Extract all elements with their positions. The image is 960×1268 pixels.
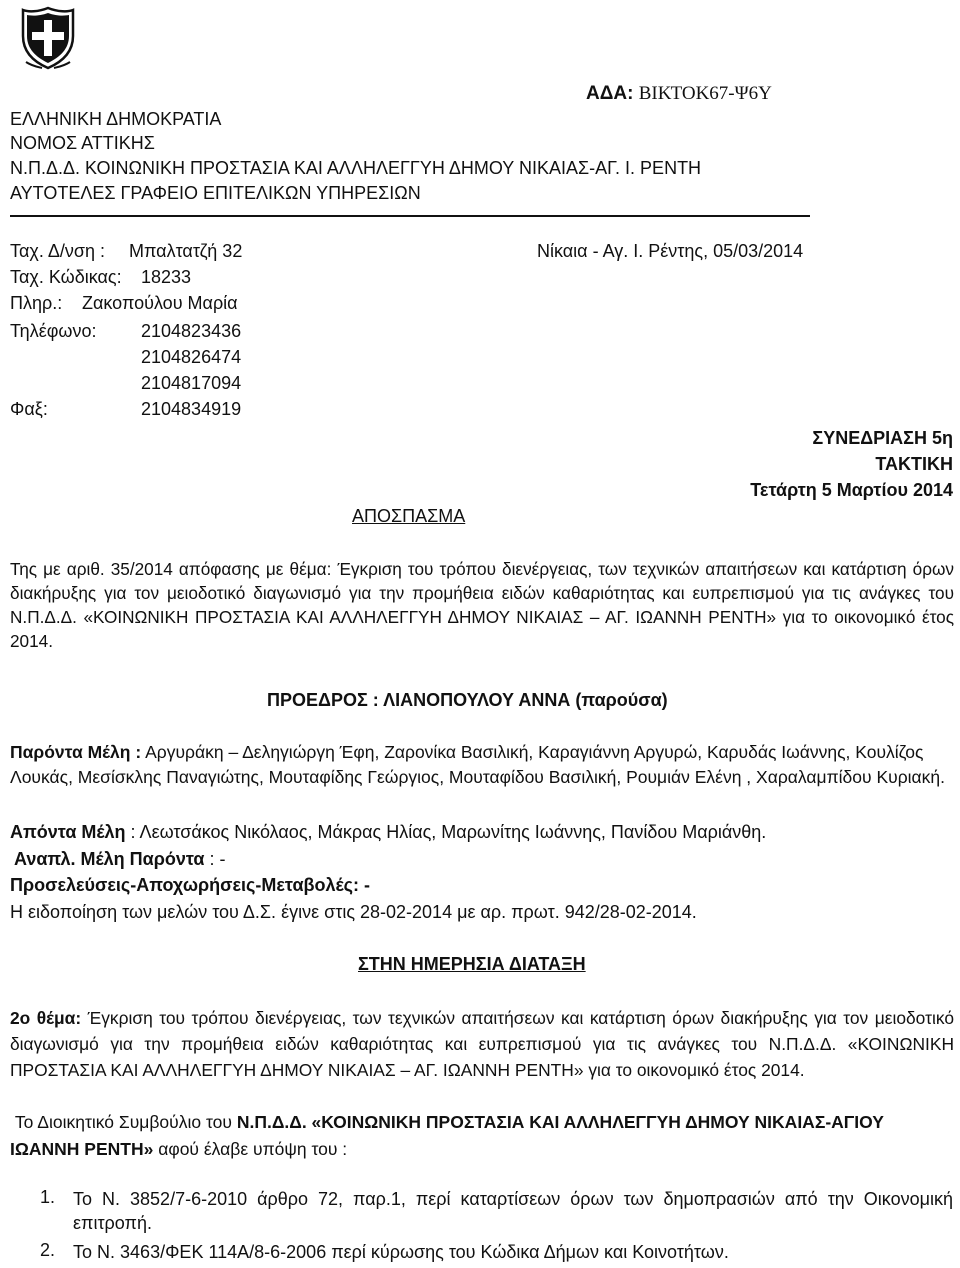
present-members-label: Παρόντα Μέλη :: [10, 742, 142, 762]
topic-paragraph: [10, 1005, 954, 1083]
present-members: [10, 740, 954, 790]
decision-paragraph: [10, 557, 954, 653]
board-paragraph: [10, 1109, 954, 1163]
extract-title: ΑΠΟΣΠΑΣΜΑ: [352, 506, 466, 526]
alternate-members-label: Αναπλ. Μέλη Παρόντα: [14, 849, 205, 869]
list-item: Το Ν. 3852/7-6-2010 άρθρο 72, παρ.1, περί καταρτίσεων όρων των δημοπρασιών από την Οικονομική επιτροπή.: [73, 1189, 953, 1233]
decision-prefix: Της με αριθ. 35/2014 απόφασης με θέμα:: [10, 559, 332, 579]
greek-emblem-icon: [20, 6, 76, 70]
header-divider: [10, 215, 810, 217]
board-pre: Το Διοικητικό Συμβούλιο του: [14, 1112, 232, 1132]
decision-text: Έγκριση του τρόπου διενέργειας, των τεχνικών απαιτήσεων και κατάρτιση όρων διακήρυξης για τον μειοδοτικό διαγωνισμό για την προμήθεια ειδών καθαριότητας και ευπρεπισμού για τις ανάγκες του: [10, 559, 954, 603]
ada-label: ΑΔΑ:: [586, 83, 634, 104]
ada-reference: [586, 82, 772, 105]
info-value: Ζακοπούλου Μαρία: [82, 293, 238, 313]
notice-line: Η ειδοποίηση των μελών του Δ.Σ. έγινε στις 28-02-2014 με αρ. πρωτ. 942/28-02-2014.: [10, 902, 697, 922]
absent-members-list: : Λεωτσάκος Νικόλαος, Μάκρας Ηλίας, Μαρωνίτης Ιωάννης, Πανίδου Μαριάνθη.: [130, 822, 767, 842]
session-type: ΤΑΚΤΙΚΗ: [875, 454, 953, 474]
phone-label: Τηλέφωνο:: [10, 321, 97, 341]
board-post: αφού έλαβε υπόψη του :: [158, 1139, 348, 1159]
session-date: Τετάρτη 5 Μαρτίου 2014: [750, 480, 953, 500]
list-item-number: 2.: [40, 1240, 56, 1260]
alternate-members: [14, 848, 225, 871]
agenda-title: ΣΤΗΝ ΗΜΕΡΗΣΙΑ ΔΙΑΤΑΞΗ: [358, 954, 586, 974]
place-date: Νίκαια - Αγ. Ι. Ρέντης, 05/03/2014: [537, 241, 804, 261]
absent-members-label: Απόντα Μέλη: [10, 822, 126, 842]
info-label: Πληρ.:: [10, 293, 63, 313]
phone-1: 2104823436: [141, 321, 242, 341]
decision-tail: Ν.Π.Δ.Δ. «ΚΟΙΝΩΝΙΚΗ ΠΡΟΣΤΑΣΙΑ ΚΑΙ ΑΛΛΗΛΕΓΓΥΗ ΔΗΜΟΥ ΝΙΚΑΙΑΣ – ΑΓ. ΙΩΑΝΝΗ ΡΕΝΤΗ» για το οικονομικό έτος 2014.: [10, 607, 954, 651]
header-organization: Ν.Π.Δ.Δ. ΚΟΙΝΩΝΙΚΗ ΠΡΟΣΤΑΣΙΑ ΚΑΙ ΑΛΛΗΛΕΓΓΥΗ ΔΗΜΟΥ ΝΙΚΑΙΑΣ-ΑΓ. Ι. ΡΕΝΤΗ: [10, 158, 702, 178]
present-members-list: Αργυράκη – Δεληγιώργη Έφη, Ζαρονίκα Βασιλική, Καραγιάννη Αργυρώ, Καρυδάς Ιωάννης, Κουλίζος Λουκάς, Μεσίσκλης Παναγιώτης, Μουταφίδης Γεώργιος, Μουταφίδου Βασιλική, Ρουμιάν Ελένη , Χαραλαμπίδου Κυριακή.: [10, 742, 945, 787]
header-country: ΕΛΛΗΝΙΚΗ ΔΗΜΟΚΡΑΤΙΑ: [10, 109, 222, 129]
list-item-number: 1.: [40, 1187, 56, 1207]
president-line: ΠΡΟΕΔΡΟΣ : ΛΙΑΝΟΠΟΥΛΟΥ ΑΝΝΑ (παρούσα): [267, 690, 668, 710]
topic-text: Έγκριση του τρόπου διενέργειας, των τεχνικών απαιτήσεων και κατάρτιση όρων διακήρυξης για τον μειοδοτικό διαγωνισμό για την προμήθεια ειδών καθαριότητας και ευπρεπισμού για τις ανάγκες του Ν.Π.Δ.Δ. «ΚΟΙΝΩΝΙΚΗ ΠΡΟΣΤΑΣΙΑ ΚΑΙ ΑΛΛΗΛΕΓΓΥΗ ΔΗΜΟΥ ΝΙΚΑΙΑΣ – ΑΓ. ΙΩΑΝΝΗ ΡΕΝΤΗ» για το οικονομικό έτος 2014.: [10, 1008, 954, 1080]
phone-2: 2104826474: [141, 347, 242, 367]
address-label: Ταχ. Δ/νση :: [10, 241, 106, 261]
list-item: Το Ν. 3463/ΦΕΚ 114Α/8-6-2006 περί κύρωσης του Κώδικα Δήμων και Κοινοτήτων.: [73, 1242, 729, 1262]
board-name: Ν.Π.Δ.Δ. «ΚΟΙΝΩΝΙΚΗ ΠΡΟΣΤΑΣΙΑ ΚΑΙ ΑΛΛΗΛΕΓΓΥΗ ΔΗΜΟΥ ΝΙΚΑΙΑΣ-ΑΓΙΟΥ ΙΩΑΝΝΗ ΡΕΝΤΗ»: [10, 1112, 884, 1159]
fax-value: 2104834919: [141, 399, 242, 419]
header-prefecture: ΝΟΜΟΣ ΑΤΤΙΚΗΣ: [10, 133, 155, 153]
header-office: ΑΥΤΟΤΕΛΕΣ ΓΡΑΦΕΙΟ ΕΠΙΤΕΛΙΚΩΝ ΥΠΗΡΕΣΙΩΝ: [10, 183, 421, 203]
topic-label: 2ο θέμα:: [10, 1008, 82, 1028]
zip-value: 18233: [141, 267, 192, 287]
ada-value: ΒΙΚΤΟΚ67-Ψ6Υ: [638, 83, 772, 104]
address-value: Μπαλτατζή 32: [129, 241, 243, 261]
alternate-members-value: : -: [209, 849, 226, 869]
zip-label: Ταχ. Κώδικας:: [10, 267, 122, 287]
changes-line: Προσελεύσεις-Αποχωρήσεις-Μεταβολές: -: [10, 875, 370, 895]
session-number: ΣΥΝΕΔΡΙΑΣΗ 5η: [812, 428, 953, 448]
fax-label: Φαξ:: [10, 399, 48, 419]
phone-3: 2104817094: [141, 373, 242, 393]
absent-members: [10, 821, 766, 844]
